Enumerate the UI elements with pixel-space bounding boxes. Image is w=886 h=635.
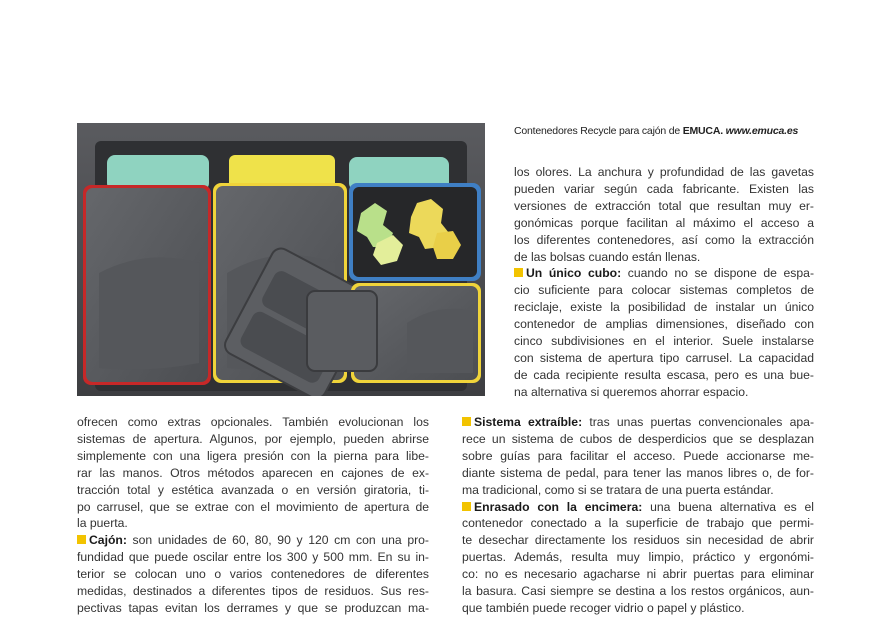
section-heading: Cajón: [89, 533, 127, 548]
bullet-icon [462, 502, 471, 511]
section-un-unico-cubo [514, 265, 814, 282]
text-line: la basura. Casi siempre se destina a los restos orgánicos, aun- [462, 584, 814, 599]
text-line: terior se colocan uno o varios contenedores de diferentes [77, 567, 429, 582]
text-line: tras unas puertas convencionales apa- [582, 415, 814, 429]
right-bottom-column [462, 414, 814, 617]
section-cajon [77, 532, 429, 549]
text-line: pectivas tapas evitan los derrames y que se produzcan ma- [77, 600, 429, 615]
text-line: rar las manos. Otros métodos aparecen en cajones de ex- [77, 465, 429, 480]
recycle-drawer-illustration [77, 123, 485, 396]
text-line: ofrecen como extras opcionales. También evolucionan los [77, 415, 429, 429]
text-line: sobre guías para facilitar el acceso. Puede accionarse me- [462, 448, 814, 463]
text-line: que también puede recoger vidrio o papel y plástico. [462, 600, 745, 615]
text-line: cio suficiente para colocar sistemas completos de [514, 283, 814, 298]
text-line: cinco subdivisiones en el interior. Suele instalarse [514, 334, 814, 349]
text-line: na alternativa si queremos ahorrar espacio. [514, 384, 749, 399]
text-line: simplemente con una ligera presión con la pierna para libe- [77, 448, 429, 463]
section-heading: Un único cubo: [526, 266, 622, 281]
caption-brand: EMUCA. [682, 125, 723, 137]
text-line: po carrusel, que se extrae con el movimiento de apertura de [77, 499, 429, 514]
text-line: pueden variar según cada fabricante. Existen las [514, 181, 814, 196]
photo-caption [514, 125, 798, 137]
text-line: tracción total y estética avanzada o en versión giratoria, ti- [77, 482, 429, 497]
text-line: medidas, destinados a diferentes tipos de residuos. Sus res- [77, 584, 429, 599]
text-line: los olores. La anchura y profundidad de las gavetas [514, 165, 814, 179]
product-photo [77, 123, 485, 396]
text-line: contenedor conectado a la superficie de trabajo que permi- [462, 516, 814, 531]
text-line: versiones de extracción total que resultan muy er- [514, 198, 814, 213]
caption-url: www.emuca.es [722, 125, 799, 137]
text-line: de las bolsas cuando están llenas. [514, 249, 701, 264]
section-heading: Enrasado con la encimera: [474, 499, 643, 514]
text-line: ma tradicional, como si se tratara de una puerta estándar. [462, 482, 774, 497]
text-line: diante sistema de pedal, para tener las manos libres o, de for- [462, 465, 814, 480]
text-line: te desechar directamente los residuos sin necesidad de abrir [462, 533, 814, 548]
text-line: la puerta. [77, 516, 128, 531]
text-line: fundidad que puede oscilar entre los 300 y 500 mm. En su in- [77, 550, 429, 565]
text-line: contenedor de amplias dimensiones, diseñado con [514, 317, 814, 332]
text-line: cuando no se dispone de espa- [621, 266, 814, 281]
caption-text: Contenedores Recycle para cajón de [514, 125, 683, 137]
text-line: gonómicas porque facilitan al máximo el acceso a [514, 215, 814, 230]
text-line: de cada recipiente resulta escasa, pero es una bue- [514, 367, 814, 382]
text-line: co: no es necesario agacharse ni abrir puertas para eliminar [462, 567, 814, 582]
text-line: los diferentes contenedores, así como la extracción [514, 232, 814, 247]
text-line: con sistema de apertura tipo carrusel. La capacidad [514, 350, 814, 365]
text-line: puertas. Además, resulta muy limpio, práctico y ergonómi- [462, 550, 814, 565]
section-heading: Sistema extraíble: [474, 415, 583, 429]
text-line: rece un sistema de cubos de desperdicios que se desplazan [462, 431, 814, 446]
right-top-column [514, 164, 814, 401]
text-line: sistemas de apertura. Algunos, por ejemplo, pueden abrirse [77, 431, 429, 446]
text-line: son unidades de 60, 80, 90 y 120 cm con una pro- [126, 533, 429, 548]
bullet-icon [462, 417, 471, 426]
text-line: reciclaje, existe la posibilidad de instalar un único [514, 300, 814, 315]
section-enrasado [462, 499, 814, 516]
bullet-icon [514, 268, 523, 277]
left-column [77, 414, 429, 617]
section-sistema-extraible [462, 414, 814, 431]
text-line: una buena alternativa es el [642, 499, 814, 514]
bullet-icon [77, 535, 86, 544]
